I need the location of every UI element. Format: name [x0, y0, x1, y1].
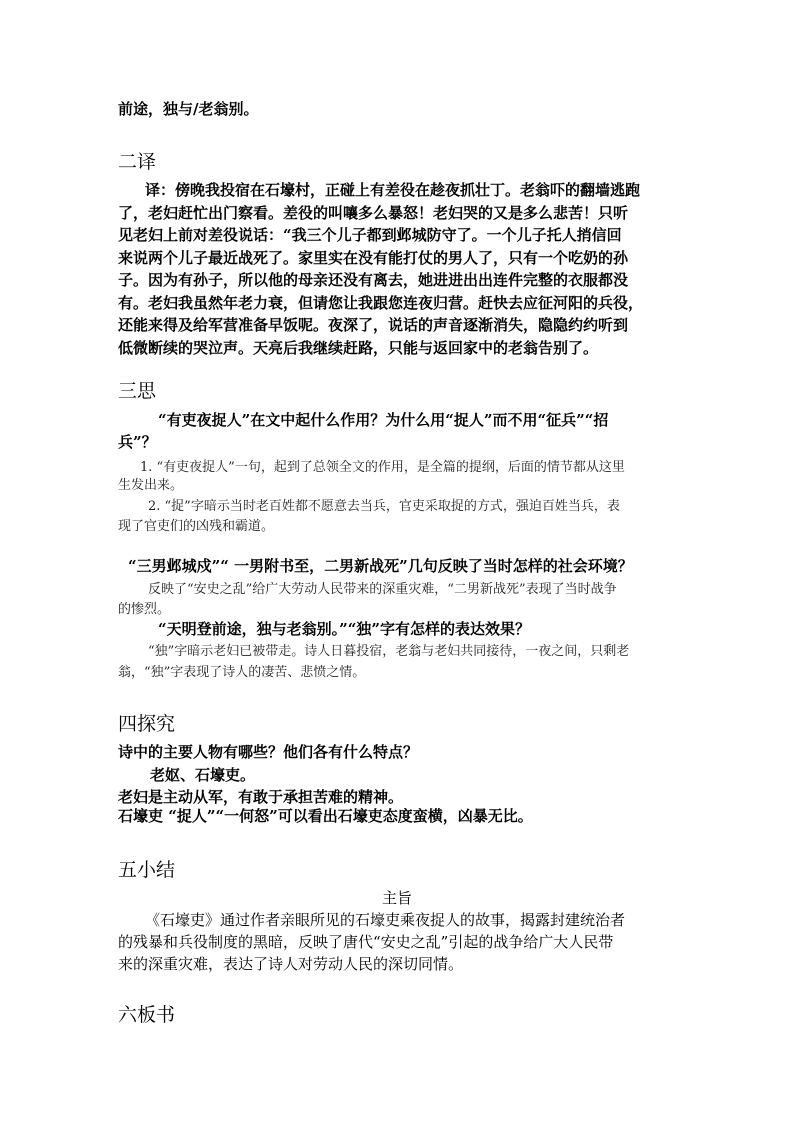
answer-3-line-2: 的惨烈。 [118, 602, 171, 617]
translation-line-2: 了，老妇赶忙出门察看。差役的叫嚷多么暴怒！老妇哭的又是多么悲苦！只听 [118, 203, 629, 222]
question-3: “天明登前途，独与老翁别。”“独”字有怎样的表达效果？ [158, 620, 531, 638]
question-2: “三男邺城戍”“ 一男附书至，二男新战死”几句反映了当时怎样的社会环境？ [128, 557, 633, 575]
translation-line-5: 子。因为有孙子，所以他的母亲还没有离去，她进进出出连件完整的衣服都没 [118, 271, 629, 289]
translation-line-1: 译：傍晚我投宿在石壕村，正碰上有差役在趁夜抓壮丁。老翁吓的翻墙逃跑 [145, 181, 641, 199]
question-1-line-1: “有吏夜捉人”在文中起什么作用？为什么用“捉人”而不用“征兵”“招 [158, 411, 609, 429]
section-heading-thinking: 三思 [118, 380, 157, 402]
section-heading-exploration: 四探究 [118, 713, 176, 735]
summary-line-1: 《石壕吏》通过作者亲眼所见的石壕吏乘夜捉人的故事，揭露封建统治者 [145, 911, 626, 929]
question-1-line-2: 兵”？ [118, 433, 157, 451]
top-line: 前途，独与/老翁别。 [118, 100, 259, 118]
translation-line-8: 低微断续的哭泣声。天亮后我继续赶路，只能与返回家中的老翁告别了。 [118, 338, 599, 357]
answer-1-line-2: 生发出来。 [118, 478, 184, 493]
exploration-line-2: 老妇是主动从军，有敢于承担苦难的精神。 [118, 788, 404, 806]
summary-line-2: 的残暴和兵役制度的黑暗，反映了唐代“安史之乱”引起的战争给广大人民带 [118, 933, 614, 951]
translation-line-7: 还能来得及给军营准备早饭呢。夜深了，说话的声音逐渐消失，隐隐约约听到 [118, 316, 629, 334]
answer-2-line-1: 2. “捉”字暗示当时老百姓都不愿意去当兵，官吏采取捉的方式，强迫百姓当兵，表 [148, 499, 620, 514]
translation-line-4: 来说两个儿子最近战死了。家里实在没有能打仗的男人了，只有一个吃奶的孙 [118, 248, 629, 267]
summary-line-3: 来的深重灾难，表达了诗人对劳动人民的深切同情。 [118, 955, 464, 973]
summary-subtitle: 主旨 [382, 889, 413, 907]
exploration-line-3: 石壕吏 “捉人”“一何怒”可以看出石壕吏态度蛮横，凶暴无比。 [118, 807, 533, 825]
translation-line-3: 见老妇上前对差役说话：“我三个儿子都到邺城防守了。一个儿子托人捎信回 [118, 226, 622, 244]
answer-4-line-1: “独”字暗示老妇已被带走。诗人日暮投宿，老翁与老妇共同接待，一夜之间，只剩老 [148, 644, 630, 659]
exploration-question: 诗中的主要人物有哪些？他们各有什么特点？ [118, 743, 419, 761]
answer-1-line-1: 1. “有吏夜捉人”一句，起到了总领全文的作用，是全篇的提纲，后面的情节都从这里 [140, 460, 625, 475]
section-heading-summary: 五小结 [118, 859, 176, 881]
answer-4-line-2: 翁，“独”字表现了诗人的凄苦、悲愤之情。 [118, 665, 366, 680]
answer-3-line-1: 反映了“安史之乱”给广大劳动人民带来的深重灾难，“二男新战死”表现了当时战争 [148, 582, 617, 597]
exploration-line-1: 老妪、石壕吏。 [150, 766, 256, 784]
section-heading-translation: 二译 [118, 151, 157, 173]
translation-line-6: 有。老妇我虽然年老力衰，但请您让我跟您连夜归营。赶快去应征河阳的兵役， [118, 293, 644, 312]
answer-2-line-2: 现了官吏们的凶残和霸道。 [118, 519, 275, 534]
section-heading-board: 六板书 [118, 1004, 176, 1026]
